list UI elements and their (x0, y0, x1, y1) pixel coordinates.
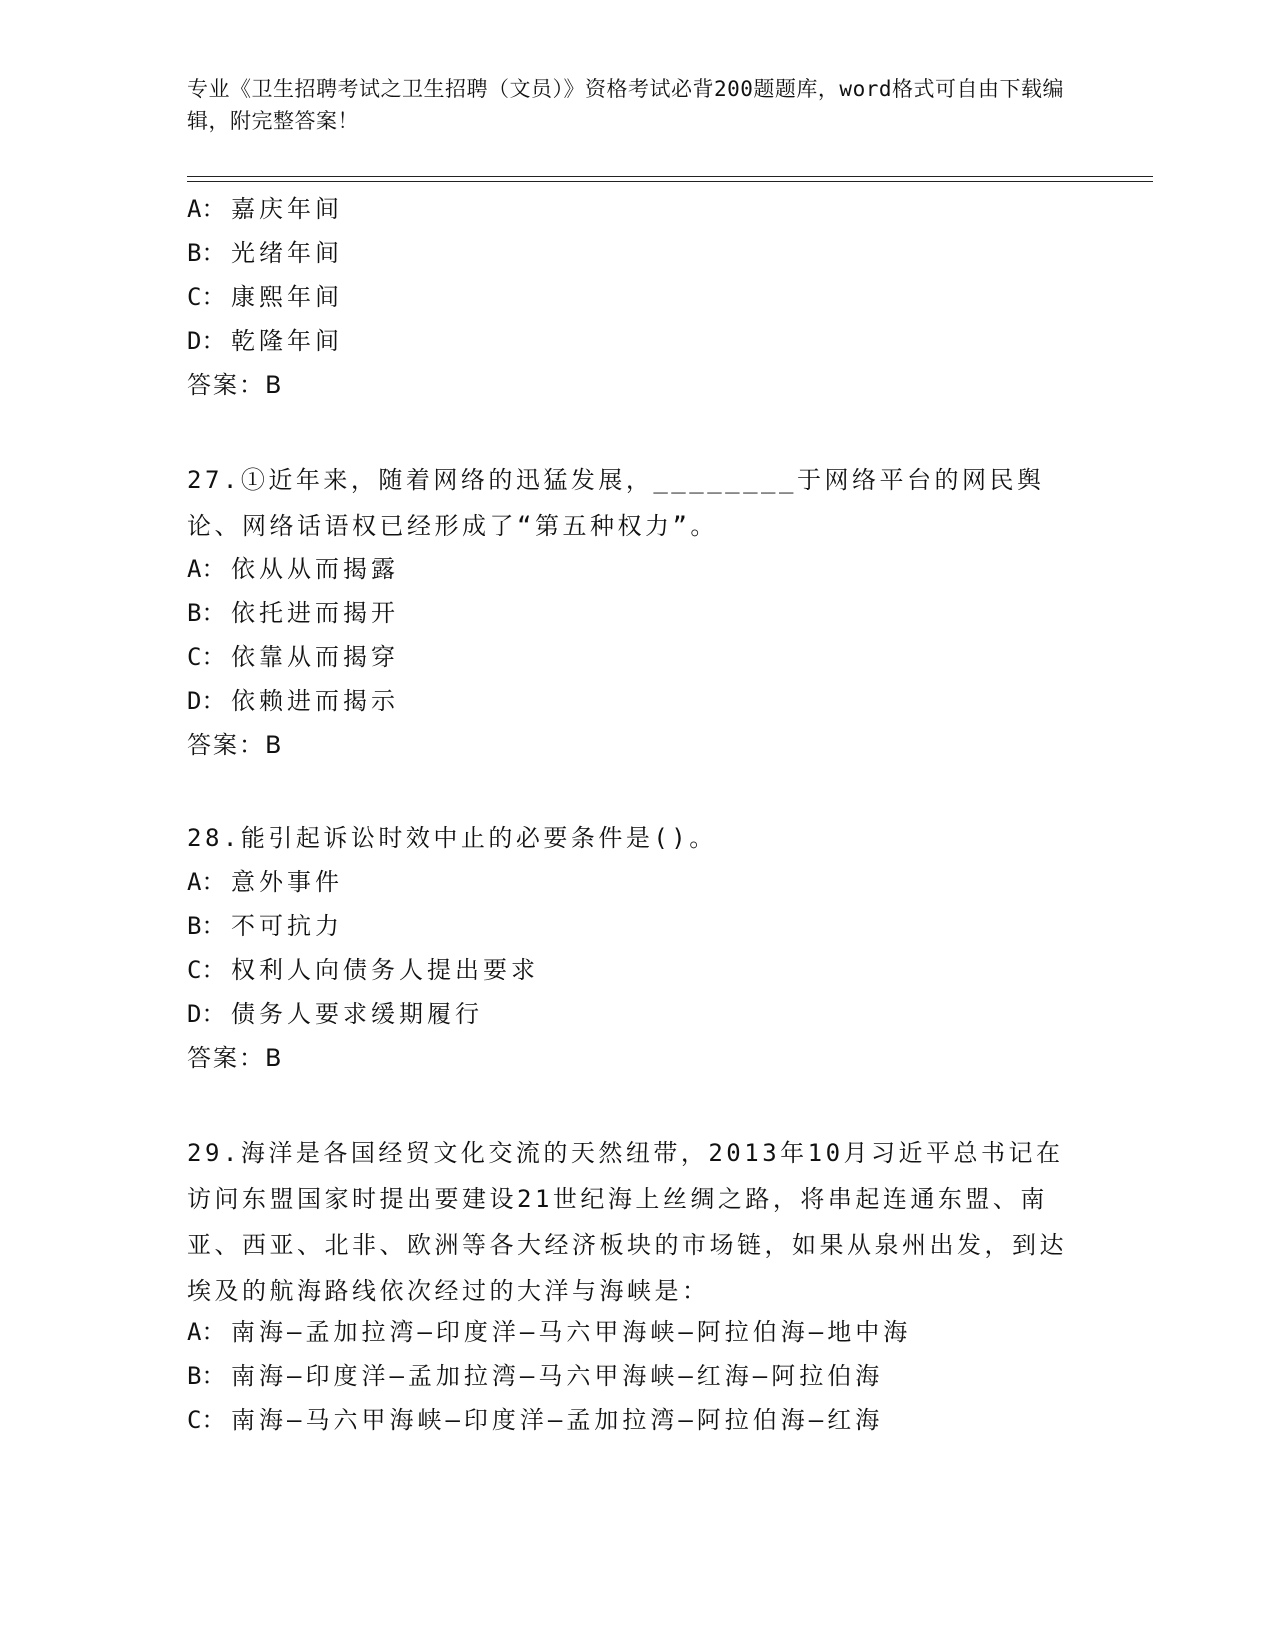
q29-option-a (187, 1316, 911, 1348)
option-letter: C： (187, 283, 226, 311)
option-letter: D： (187, 1000, 226, 1028)
q28-option-a (187, 866, 343, 898)
q27-option-d (187, 685, 399, 717)
option-text: 依靠从而揭穿 (231, 643, 399, 671)
q26-option-d (187, 325, 343, 357)
option-letter: D： (187, 327, 226, 355)
option-text: 南海—孟加拉湾—印度洋—马六甲海峡—阿拉伯海—地中海 (231, 1318, 912, 1346)
q27-question: 27.①近年来，随着网络的迅猛发展，________于网络平台的网民舆论、网络话语权已经形成了“第五种权力”。 (187, 466, 1045, 540)
option-letter: B： (187, 912, 226, 940)
option-text: 意外事件 (231, 868, 343, 896)
q29-option-b (187, 1360, 883, 1392)
header-divider-bottom (187, 181, 1153, 182)
option-letter: B： (187, 1362, 226, 1390)
header-divider-top (187, 176, 1153, 177)
option-letter: B： (187, 239, 226, 267)
q26-option-b (187, 237, 343, 269)
q26-option-a (187, 193, 343, 225)
option-text: 依从从而揭露 (231, 555, 399, 583)
q28-question: 28.能引起诉讼时效中止的必要条件是()。 (187, 824, 717, 852)
q28-answer: 答案：B (187, 1044, 284, 1072)
q29-option-c (187, 1404, 883, 1436)
option-text: 依赖进而揭示 (231, 687, 399, 715)
option-text: 乾隆年间 (231, 327, 343, 355)
q29-question: 29.海洋是各国经贸文化交流的天然纽带，2013年10月习近平总书记在访问东盟国家时提出要建设21世纪海上丝绸之路，将串起连通东盟、南亚、西亚、北非、欧洲等各大经济板块的市场链，如果从泉州出发，到达埃及的航海路线依次经过的大洋与海峡是： (187, 1139, 1067, 1305)
q26-answer: 答案：B (187, 371, 284, 399)
option-text: 依托进而揭开 (231, 599, 399, 627)
option-letter: C： (187, 1406, 226, 1434)
document-header: 专业《卫生招聘考试之卫生招聘（文员）》资格考试必背200题题库，word格式可自由下载编辑，附完整答案！ (187, 77, 1064, 133)
q27-option-b (187, 597, 399, 629)
option-letter: A： (187, 195, 226, 223)
option-letter: C： (187, 643, 226, 671)
option-letter: D： (187, 687, 226, 715)
q27-answer: 答案：B (187, 731, 284, 759)
option-letter: A： (187, 555, 226, 583)
option-letter: B： (187, 599, 226, 627)
option-text: 康熙年间 (231, 283, 343, 311)
option-letter: C： (187, 956, 226, 984)
q28-option-d (187, 998, 483, 1030)
q27-option-a (187, 553, 399, 585)
option-text: 南海—印度洋—孟加拉湾—马六甲海峡—红海—阿拉伯海 (231, 1362, 884, 1390)
option-text: 嘉庆年间 (231, 195, 343, 223)
q26-option-c (187, 281, 343, 313)
option-text: 不可抗力 (231, 912, 343, 940)
option-letter: A： (187, 868, 226, 896)
option-letter: A： (187, 1318, 226, 1346)
option-text: 债务人要求缓期履行 (231, 1000, 483, 1028)
option-text: 光绪年间 (231, 239, 343, 267)
option-text: 南海—马六甲海峡—印度洋—孟加拉湾—阿拉伯海—红海 (231, 1406, 884, 1434)
q28-option-c (187, 954, 539, 986)
q28-option-b (187, 910, 343, 942)
q27-option-c (187, 641, 399, 673)
option-text: 权利人向债务人提出要求 (231, 956, 539, 984)
